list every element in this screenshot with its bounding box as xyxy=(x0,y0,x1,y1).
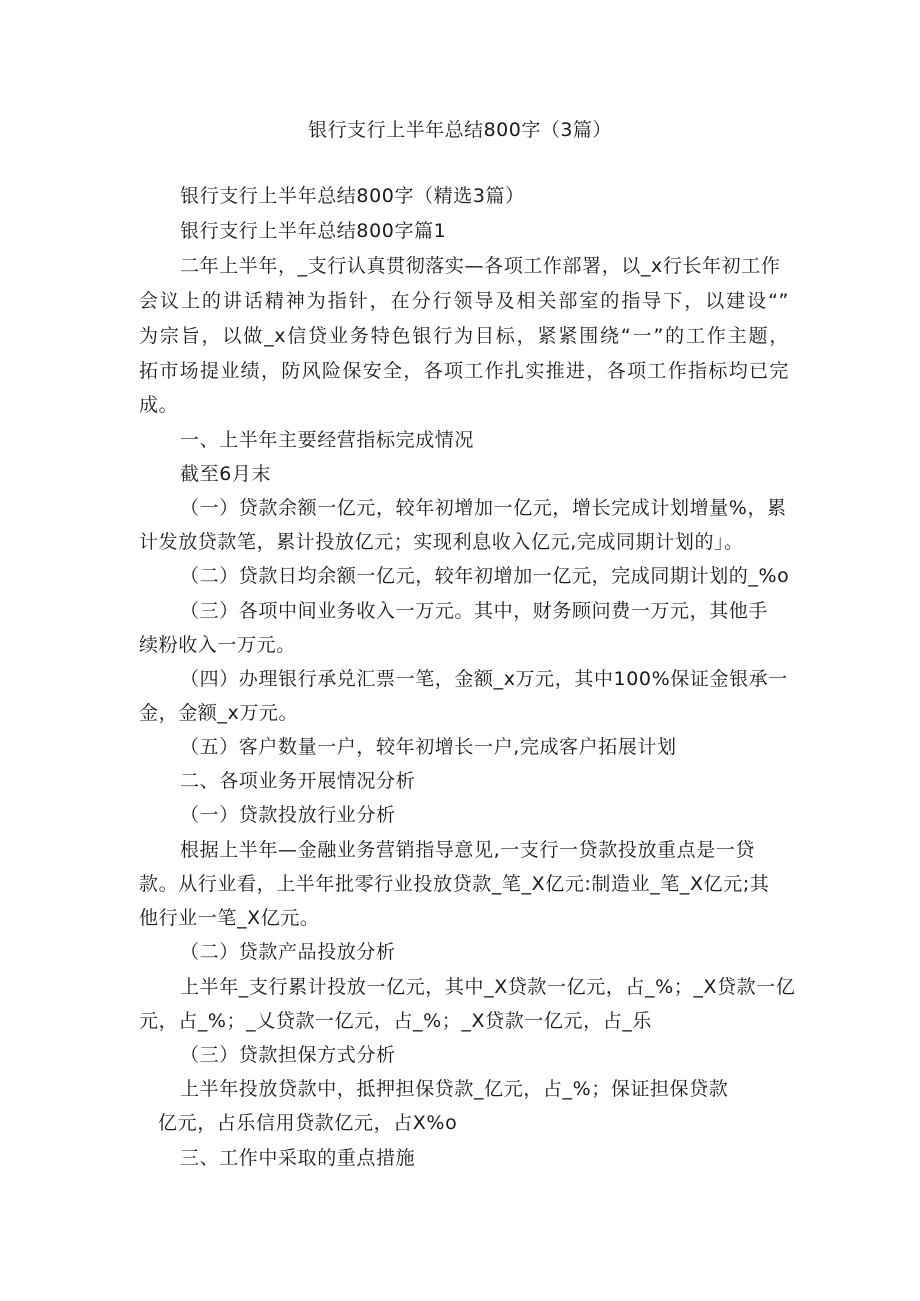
sub2-body-line-2: 元，占_%；_乂贷款一亿元，占_%；_X贷款一亿元，占_乐 xyxy=(139,1010,653,1032)
sub3-heading: （三）贷款担保方式分析 xyxy=(180,1044,396,1066)
part2-heading: 二、各项业务开展情况分析 xyxy=(180,770,416,792)
item1-line-2: 计发放贷款笔，累计投放亿元；实现利息收入亿元,完成同期计划的」。 xyxy=(139,531,744,553)
part1-heading: 一、上半年主要经营指标完成情况 xyxy=(180,429,475,451)
intro-line-4: 拓市场提业绩，防风险保安全，各项工作扎实推进，各项工作指标均已完 xyxy=(139,360,789,382)
sub3-body-line-1: 上半年投放贷款中，抵押担保贷款_亿元，占_%；保证担保贷款 xyxy=(180,1078,729,1100)
item3-line-2: 续粉收入一万元。 xyxy=(139,634,296,656)
sub1-body-line-2: 款。从行业看，上半年批零行业投放贷款_笔_X亿元:制造业_笔_X亿元;其 xyxy=(139,873,770,895)
document-subtitle: 银行支行上半年总结800字（精选3篇） xyxy=(180,185,525,207)
item1-line-1: （一）贷款余额一亿元，较年初增加一亿元，增长完成计划增量%，累 xyxy=(180,497,787,519)
sub2-body-line-1: 上半年_支行累计投放一亿元，其中_X贷款一亿元，占_%；_X贷款一亿 xyxy=(180,976,796,998)
sub1-heading: （一）贷款投放行业分析 xyxy=(180,804,396,826)
item5-line: （五）客户数量一户，较年初增长一户,完成客户拓展计划 xyxy=(180,736,677,758)
sub2-heading: （二）贷款产品投放分析 xyxy=(180,941,396,963)
section-heading: 银行支行上半年总结800字篇1 xyxy=(180,220,447,242)
intro-line-3: 为宗旨，以做_x信贷业务特色银行为目标，紧紧围绕“一”的工作主题， xyxy=(139,325,789,347)
document-title: 银行支行上半年总结800字（3篇） xyxy=(308,119,612,141)
part3-heading: 三、工作中采取的重点措施 xyxy=(180,1147,416,1169)
item4-line-1: （四）办理银行承兑汇票一笔，金额_x万元，其中100%保证金银承一 xyxy=(180,668,788,690)
as-of-date: 截至6月末 xyxy=(180,463,272,485)
intro-line-1: 二年上半年，_支行认真贯彻落实—各项工作部署，以_x行长年初工作 xyxy=(180,255,781,277)
item4-line-2: 金，金额_x万元。 xyxy=(139,702,299,724)
sub3-body-line-2: 亿元，占乐信用贷款亿元，占X%o xyxy=(158,1112,458,1134)
sub1-body-line-3: 他行业一笔_X亿元。 xyxy=(139,907,320,929)
intro-line-2: 会议上的讲话精神为指针，在分行领导及相关部室的指导下，以建设“” xyxy=(139,290,789,312)
intro-line-5: 成。 xyxy=(139,394,179,416)
sub1-body-line-1: 根据上半年—金融业务营销指导意见,一支行一贷款投放重点是一贷 xyxy=(180,839,756,861)
item2-line: （二）贷款日均余额一亿元，较年初增加一亿元，完成同期计划的_%o xyxy=(180,565,790,587)
item3-line-1: （三）各项中间业务收入一万元。其中，财务顾问费一万元，其他手 xyxy=(180,600,769,622)
